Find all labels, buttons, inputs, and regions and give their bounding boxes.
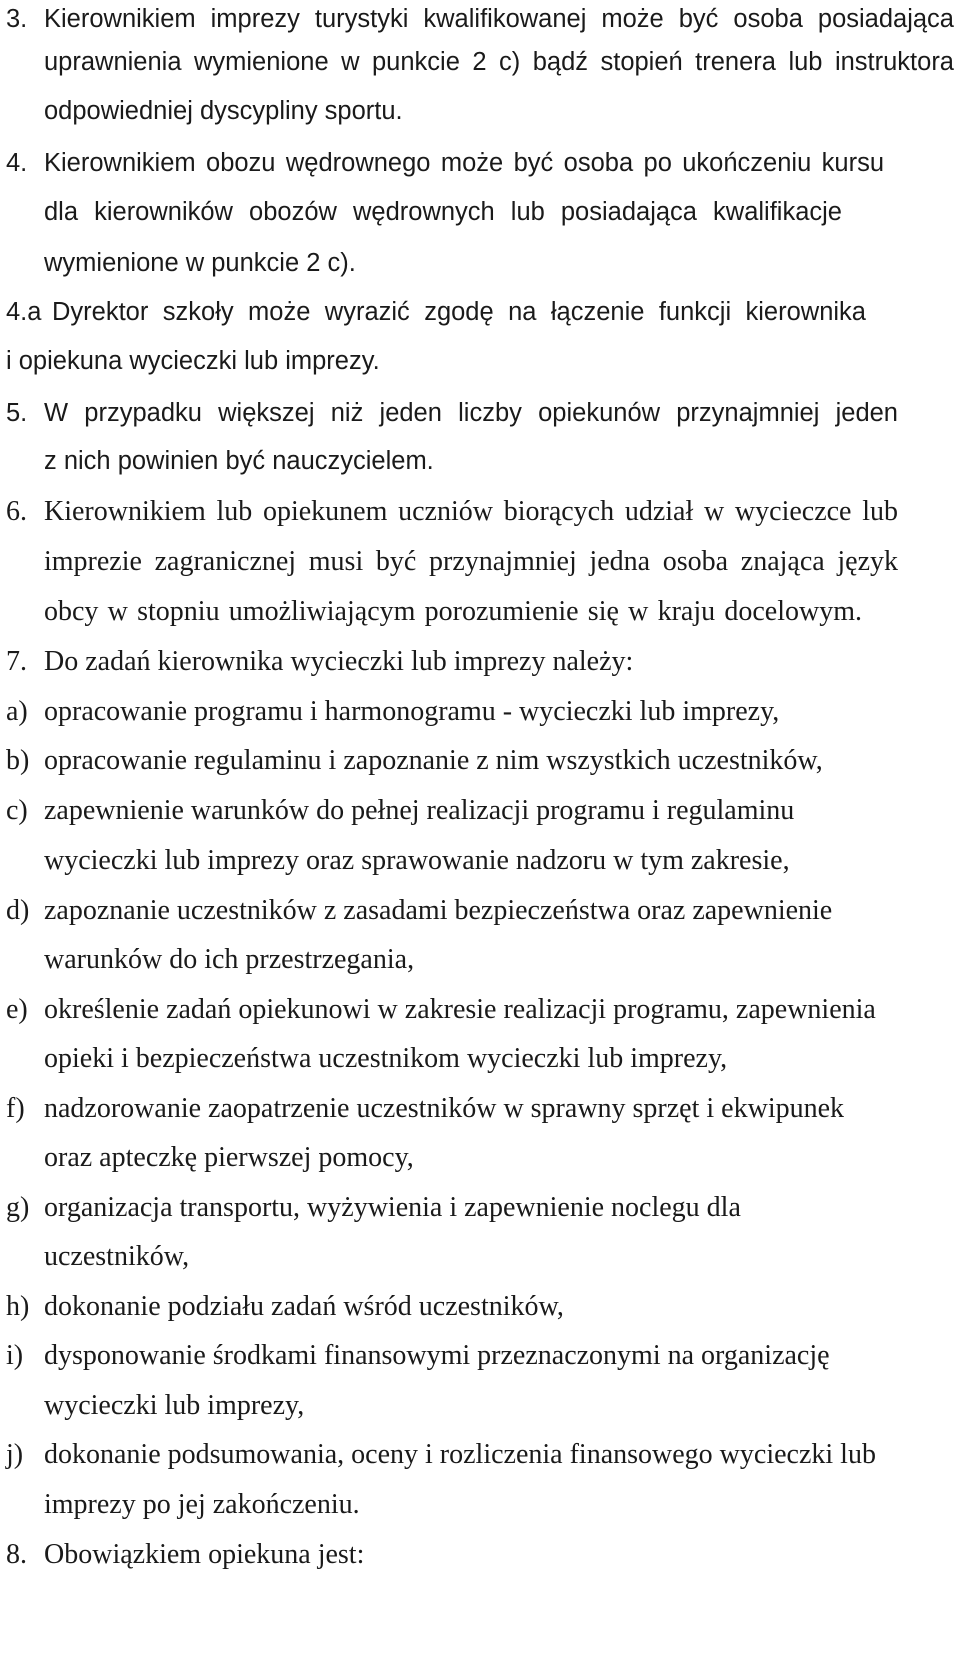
- item-number: 6.: [6, 496, 27, 527]
- item-text: wycieczki lub imprezy oraz sprawowanie nadzoru w tym zakresie,: [44, 845, 790, 876]
- item-text: nadzorowanie zaopatrzenie uczestników w sprawny sprzęt i ekwipunek: [44, 1093, 845, 1124]
- item-letter: e): [6, 994, 28, 1025]
- item-text: opieki i bezpieczeństwa uczestnikom wycieczki lub imprezy,: [44, 1043, 728, 1074]
- item-text: Do zadań kierownika wycieczki lub imprezy należy:: [44, 646, 634, 677]
- item-letter: a): [6, 696, 28, 727]
- item-text: dysponowanie środkami finansowymi przeznaczonymi na organizację: [44, 1340, 830, 1371]
- item-text: zapewnienie warunków do pełnej realizacji programu i regulaminu: [44, 795, 795, 826]
- item-number: 7.: [6, 646, 27, 677]
- item-text: Kierownikiem lub opiekunem uczniów biorących udział w wycieczce lub: [44, 496, 898, 527]
- item-text: W przypadku większej niż jeden liczby opiekunów przynajmniej jeden: [44, 399, 898, 427]
- item-text: oraz apteczkę pierwszej pomocy,: [44, 1142, 414, 1173]
- item-number: 4.: [6, 149, 28, 177]
- item-text: Kierownikiem imprezy turystyki kwalifikowanej może być osoba posiadająca: [44, 5, 954, 33]
- item-text: Obowiązkiem opiekuna jest:: [44, 1539, 365, 1570]
- item-text: dla kierowników obozów wędrownych lub posiadająca kwalifikacje: [44, 198, 842, 226]
- item-letter: f): [6, 1093, 25, 1124]
- item-text: wycieczki lub imprezy,: [44, 1390, 305, 1421]
- item-text: imprezie zagranicznej musi być przynajmniej jedna osoba znająca język: [44, 546, 898, 577]
- item-text: z nich powinien być nauczycielem.: [44, 447, 434, 475]
- item-letter: h): [6, 1291, 30, 1322]
- item-letter: g): [6, 1192, 30, 1223]
- item-text: dokonanie podsumowania, oceny i rozliczenia finansowego wycieczki lub: [44, 1439, 876, 1470]
- item-letter: i): [6, 1340, 24, 1371]
- item-text: imprezy po jej zakończeniu.: [44, 1489, 360, 1520]
- item-text: Kierownikiem obozu wędrownego może być osoba po ukończeniu kursu: [44, 149, 884, 177]
- item-number: 8.: [6, 1539, 27, 1570]
- item-text: Dyrektor szkoły może wyrazić zgodę na łączenie funkcji kierownika: [52, 298, 866, 326]
- item-text: dokonanie podziału zadań wśród uczestników,: [44, 1291, 564, 1322]
- item-letter: c): [6, 795, 28, 826]
- item-text: wymienione w punkcie 2 c).: [44, 249, 356, 277]
- item-text: i opiekuna wycieczki lub imprezy.: [6, 347, 380, 375]
- item-text: obcy w stopniu umożliwiającym porozumienie się w kraju docelowym.: [44, 596, 862, 627]
- item-number: 5.: [6, 399, 28, 427]
- item-text: opracowanie regulaminu i zapoznanie z nim wszystkich uczestników,: [44, 745, 823, 776]
- item-text: uczestników,: [44, 1241, 190, 1272]
- item-number: 3.: [6, 5, 28, 33]
- item-text: odpowiedniej dyscypliny sportu.: [44, 97, 403, 125]
- item-text: zapoznanie uczestników z zasadami bezpieczeństwa oraz zapewnienie: [44, 895, 833, 926]
- item-text: uprawnienia wymienione w punkcie 2 c) bądź stopień trenera lub instruktora: [44, 48, 954, 76]
- item-text: opracowanie programu i harmonogramu - wycieczki lub imprezy,: [44, 696, 780, 727]
- item-letter: j): [6, 1439, 24, 1470]
- item-letter: b): [6, 745, 30, 776]
- item-text: warunków do ich przestrzegania,: [44, 944, 415, 975]
- item-number: 4.a: [6, 298, 42, 326]
- item-text: określenie zadań opiekunowi w zakresie realizacji programu, zapewnienia: [44, 994, 876, 1025]
- item-text: organizacja transportu, wyżywienia i zapewnienie noclegu dla: [44, 1192, 741, 1223]
- item-letter: d): [6, 895, 30, 926]
